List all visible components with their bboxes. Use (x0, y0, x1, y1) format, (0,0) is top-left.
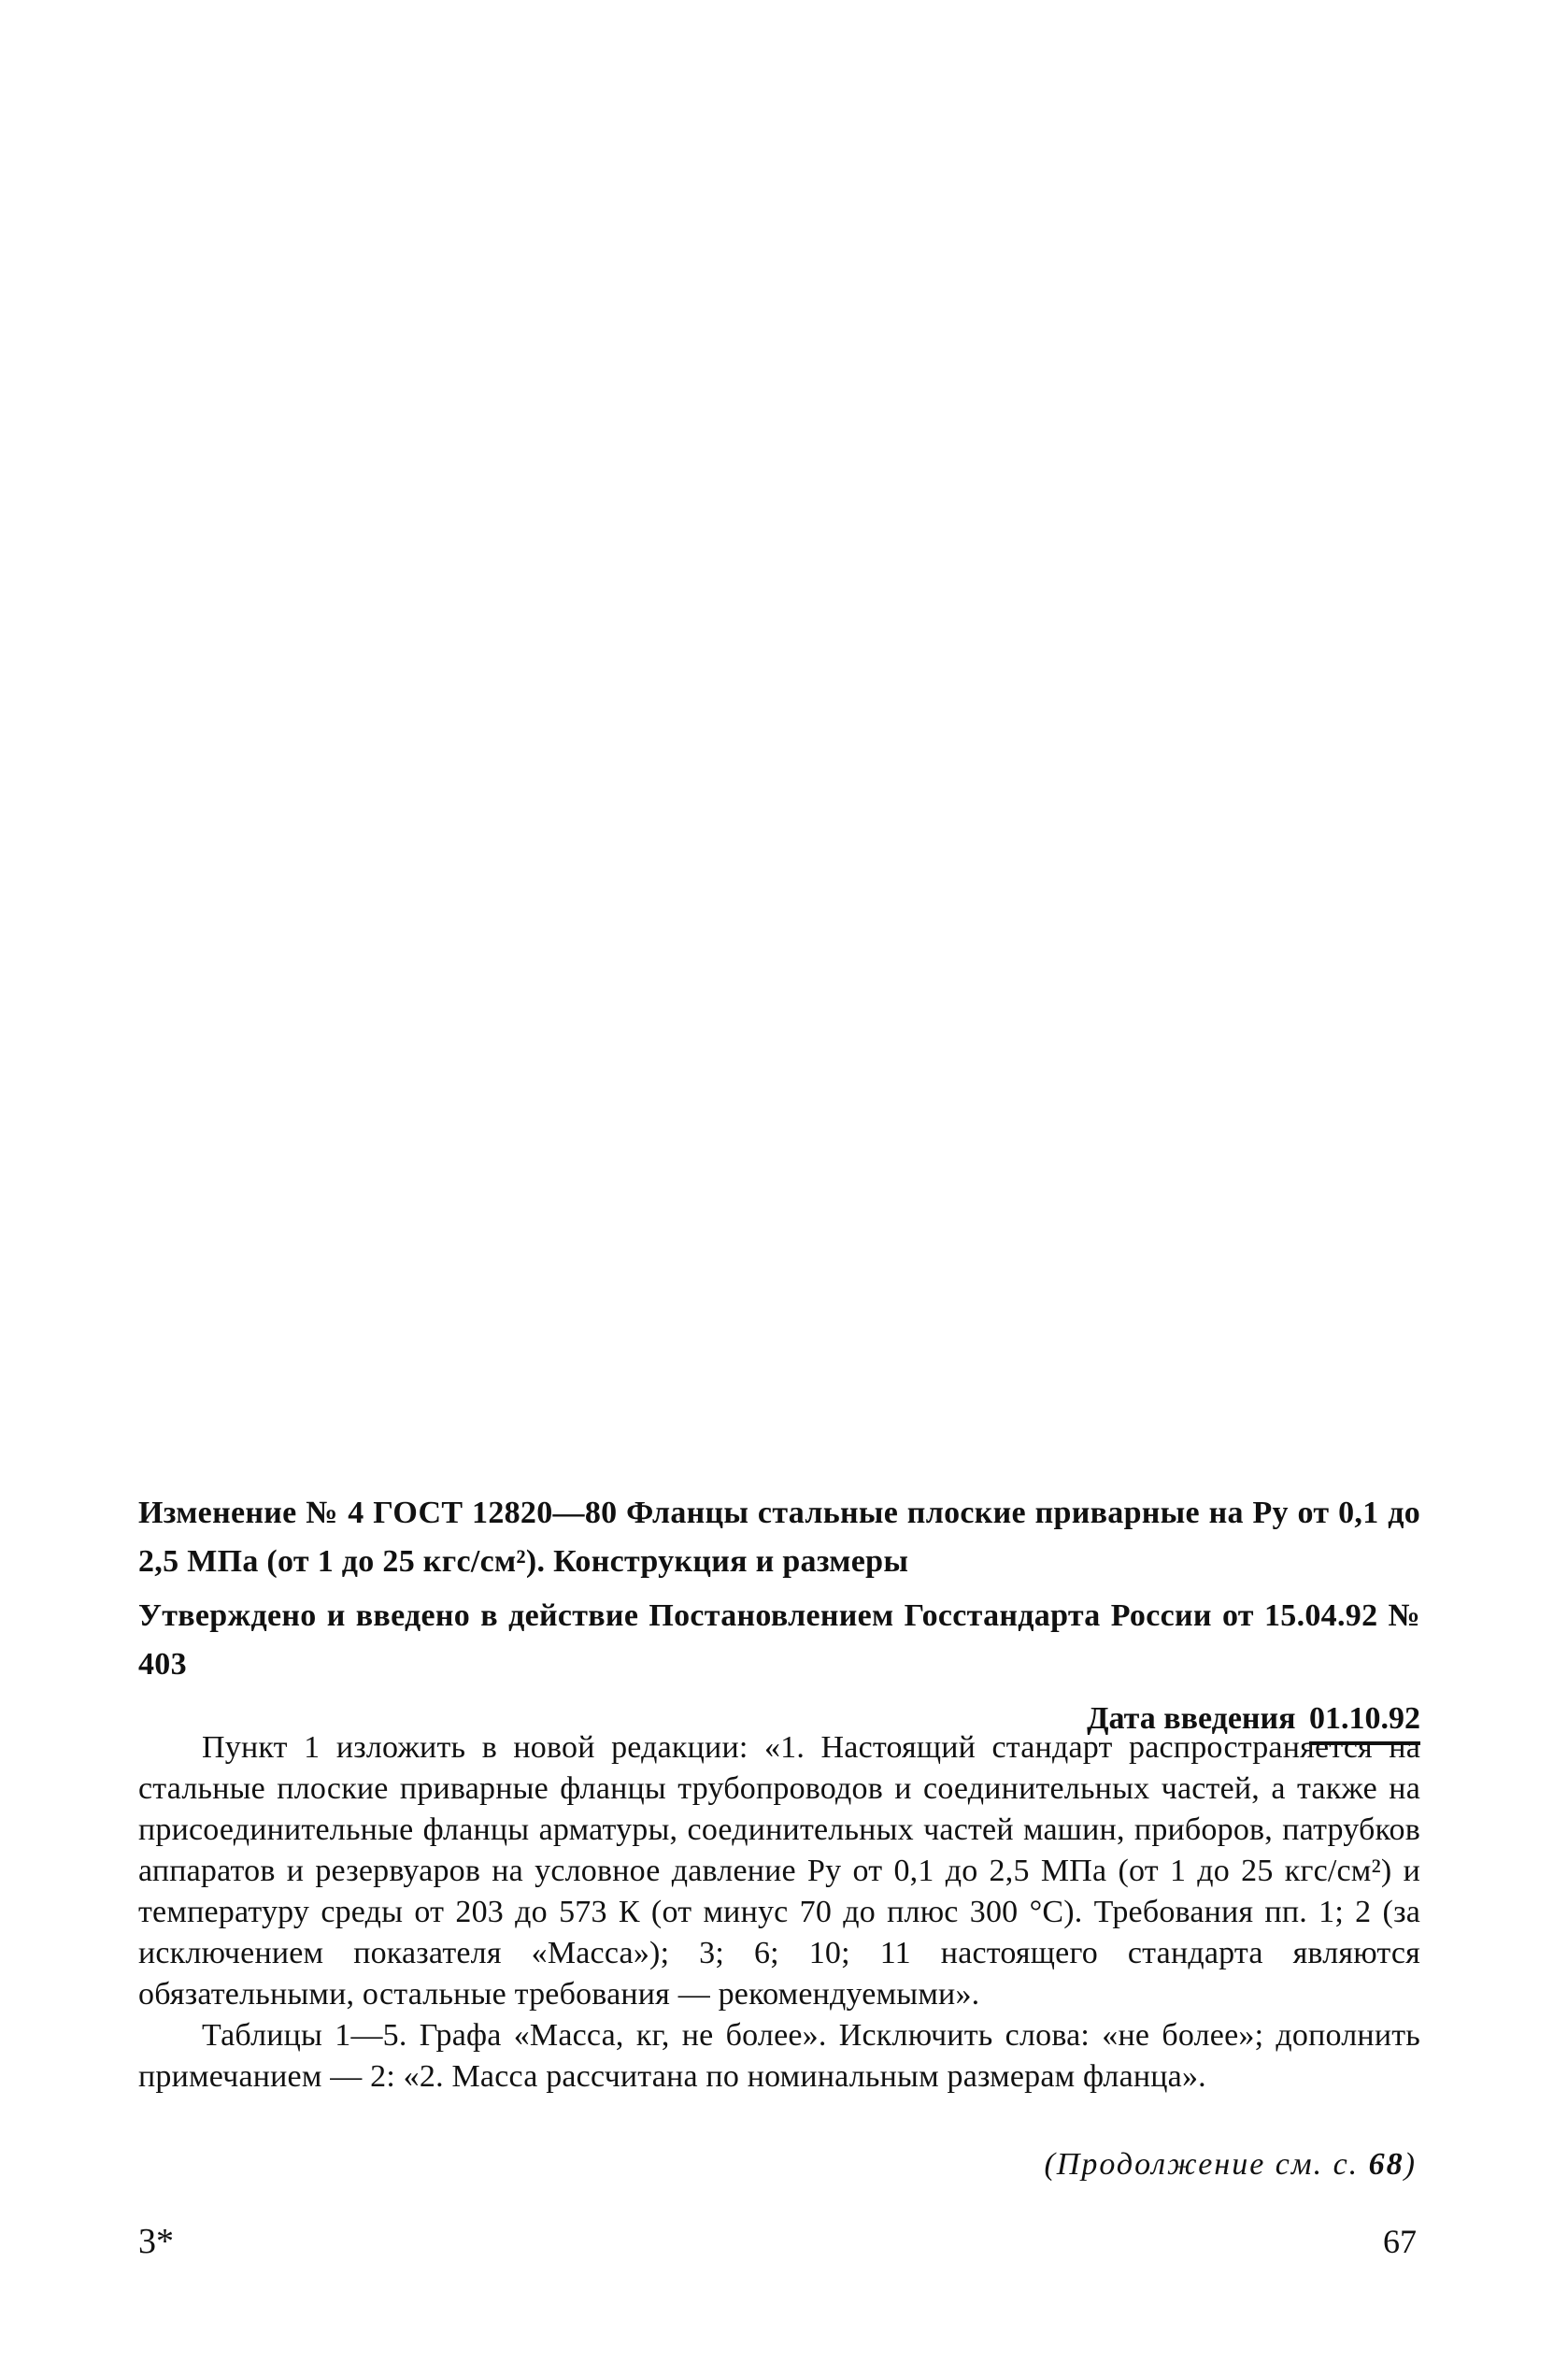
effective-date-value: 01.10.92 (1309, 1697, 1420, 1745)
continuation-close: ) (1404, 2147, 1417, 2182)
continuation-page: 68 (1368, 2147, 1404, 2182)
paragraph-scope: Пункт 1 изложить в новой редакции: «1. Настоящий стандарт распространяется на стальные плоские приварные фланцы трубопроводов и соединительных частей, а также на присоединительные фланцы арматуры, соединительных частей машин, приборов, патрубков аппаратов и резервуаров на условное давление Pу от 0,1 до 2,5 МПа (от 1 до 25 кгс/см²) и температуру среды от 203 до 573 К (от минус 70 до плюс 300 °С). Требования пп. 1; 2 (за исключением показателя «Масса»); 3; 6; 10; 11 настоящего стандарта являются обязательными, остальные требования — рекомендуемыми». (138, 1730, 1420, 2012)
continuation-note (1044, 2144, 1417, 2185)
continuation-text: (Продолжение см. с. (1044, 2147, 1360, 2182)
effective-date-label: Дата введения (1087, 1701, 1296, 1736)
signature-mark: 3* (138, 2222, 174, 2261)
amendment-title: Изменение № 4 ГОСТ 12820—80 Фланцы стальные плоские приварные на Pу от 0,1 до 2,5 МПа (от 1 до 25 кгс/см²). Конструкция и размеры (138, 1496, 1420, 1579)
paragraph-tables: Таблицы 1—5. Графа «Масса, кг, не более». Исключить слова: «не более»; дополнить примечанием — 2: «2. Масса рассчитана по номинальным размерам фланца». (138, 2018, 1420, 2094)
amendment-body (138, 1727, 1420, 2098)
approval-statement: Утверждено и введено в действие Постановлением Госстандарта России от 15.04.92 № 403 (138, 1598, 1420, 1682)
page-number: 67 (1383, 2223, 1417, 2260)
amendment-heading (138, 1489, 1420, 1745)
